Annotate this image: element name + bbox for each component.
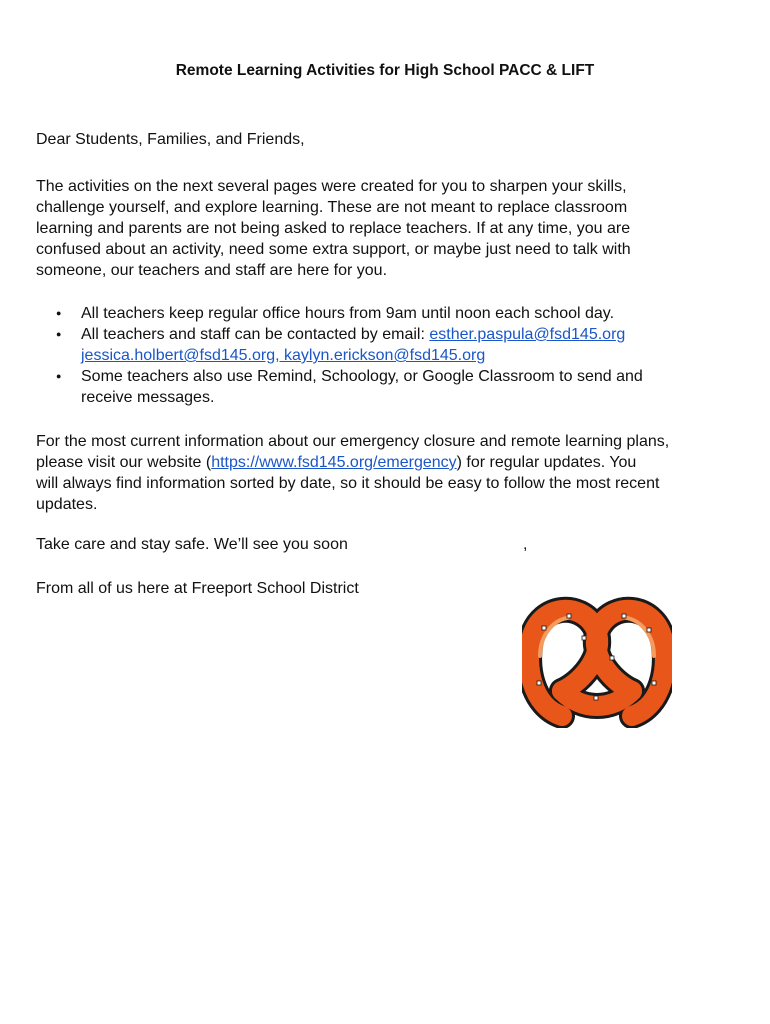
website-link[interactable]: https://www.fsd145.org/emergency xyxy=(211,454,457,471)
intro-line: someone, our teachers and staff are here for you. xyxy=(36,262,388,279)
intro-line: confused about an activity, need some extra support, or maybe just need to talk with xyxy=(36,241,631,258)
current-info-paragraph xyxy=(36,431,746,515)
bullet-list xyxy=(36,303,736,408)
bullet-text: ● All teachers keep regular office hours from 9am until noon each school day. xyxy=(81,305,615,322)
intro-paragraph xyxy=(36,176,736,281)
email-prefix: All teachers and staff can be contacted by email: xyxy=(81,326,430,343)
document-title: Remote Learning Activities for High School PACC & LIFT xyxy=(175,62,595,79)
current-info-line: will always find information sorted by date, so it should be easy to follow the most recent xyxy=(36,475,660,492)
website-prefix: please visit our website ( xyxy=(36,454,212,471)
intro-line: The activities on the next several pages were created for you to sharpen your skills, xyxy=(36,178,627,195)
greeting: Dear Students, Families, and Friends, xyxy=(36,131,305,148)
website-suffix: ) for regular updates. You xyxy=(456,454,637,471)
bullet-text: receive messages. xyxy=(81,389,215,406)
current-info-line: updates. xyxy=(36,496,98,513)
bullet-email xyxy=(36,324,736,366)
trailing-comma: , xyxy=(523,536,528,553)
take-care-line: Take care and stay safe. We’ll see you soon xyxy=(36,536,348,553)
current-info-line xyxy=(36,452,746,473)
pretzel-icon xyxy=(522,596,672,728)
bullet-office-hours xyxy=(36,303,736,324)
email-link-esther[interactable]: esther.paspula@fsd145.org xyxy=(429,326,626,343)
closing-line: From all of us here at Freeport School District xyxy=(36,580,359,597)
email-link-holbert-erickson[interactable]: jessica.holbert@fsd145.org, kaylyn.erickson@fsd145.org xyxy=(81,347,486,364)
bullet-text: ● Some teachers also use Remind, Schoology, or Google Classroom to send and xyxy=(81,368,643,385)
bullet-apps xyxy=(36,366,736,408)
intro-line: challenge yourself, and explore learning. These are not meant to replace classroom xyxy=(36,199,628,216)
bullet-email-line xyxy=(81,324,736,345)
intro-line: learning and parents are not being asked to replace teachers. If at any time, you are xyxy=(36,220,631,237)
bullet-email-line-2 xyxy=(81,345,736,366)
current-info-line: For the most current information about our emergency closure and remote learning plans, xyxy=(36,433,670,450)
